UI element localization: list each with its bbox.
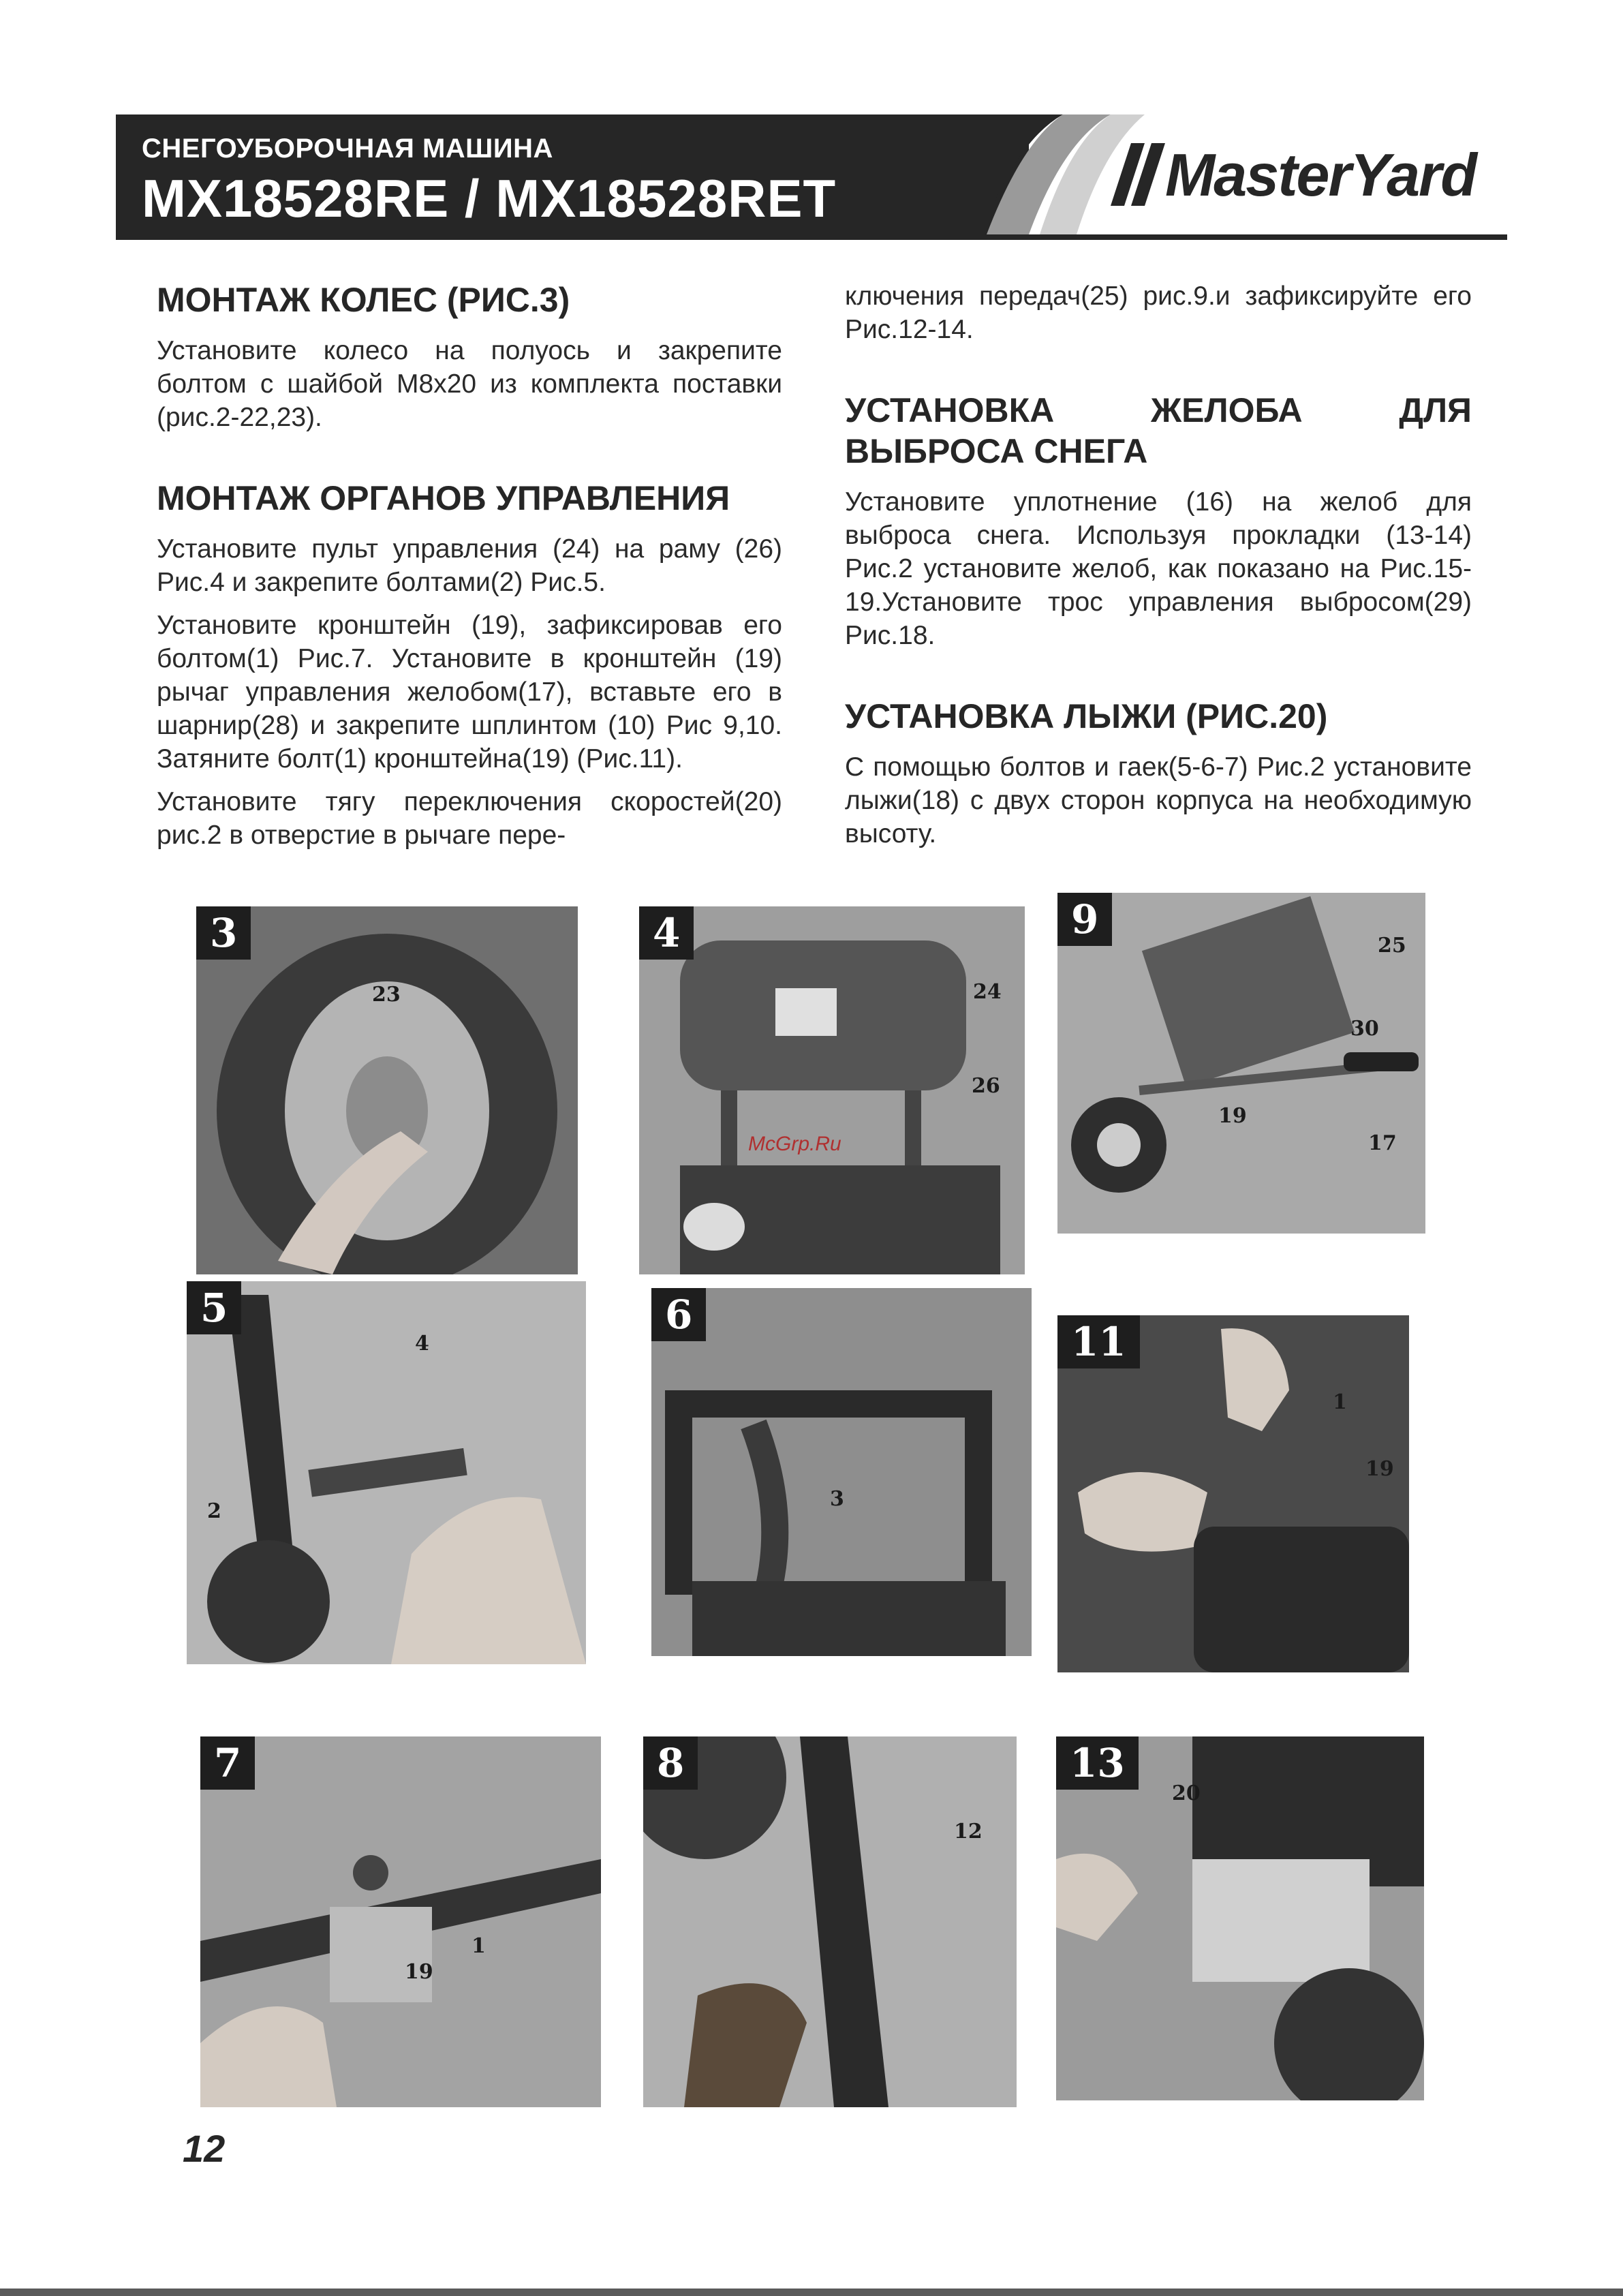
figure-number: 5: [187, 1281, 241, 1334]
watermark: McGrp.Ru: [748, 1133, 841, 1155]
header-bar: [116, 114, 1029, 234]
figure-11-photo: [1057, 1315, 1409, 1672]
wheel-illustration: [196, 906, 578, 1274]
callout-label: 1: [1333, 1390, 1347, 1414]
bracket-bolt-illustration: [1057, 1315, 1409, 1672]
brand-logo: [1111, 136, 1513, 211]
logo-text: MasterYard: [1165, 141, 1477, 209]
callout-label: 1: [472, 1934, 486, 1958]
figure-9-photo: [1057, 893, 1425, 1234]
handle-bolts-illustration: [187, 1281, 586, 1664]
text-chute: Установите уплотнение (16) на желоб для выброса снега. Используя прокладки (13-14) Рис.2 установите желоб, как показано на Рис.15-19.Установите трос управления выбросом(29) Рис.18.: [845, 487, 1472, 650]
text-continuation: ключения передач(25) рис.9.и зафиксируйте его Рис.12-14.: [845, 281, 1472, 344]
figure-8-photo: [643, 1736, 1017, 2107]
figure-number: 4: [639, 906, 694, 960]
figure-3-photo: [196, 906, 578, 1274]
callout-label: 17: [1368, 1131, 1397, 1155]
figure-number: 11: [1057, 1315, 1140, 1368]
figure-number: 3: [196, 906, 251, 960]
figure-number: 8: [643, 1736, 698, 1790]
callout-label: 12: [954, 1820, 983, 1843]
figure-7-photo: [200, 1736, 601, 2107]
callout-label: 19: [1365, 1457, 1394, 1481]
figure-6-photo: [651, 1288, 1032, 1656]
figure-number: 7: [200, 1736, 255, 1790]
callout-label: 3: [830, 1487, 844, 1511]
figure-5-photo: [187, 1281, 586, 1664]
figure-number: 13: [1056, 1736, 1139, 1790]
callout-label: 30: [1350, 1017, 1379, 1041]
page-number: 12: [183, 2127, 226, 2170]
callout-label: 23: [372, 983, 401, 1007]
figure-number: 9: [1057, 893, 1112, 946]
left-column: [157, 279, 782, 861]
callout-label: 19: [405, 1960, 433, 1984]
callout-label: 26: [972, 1074, 1000, 1098]
heading-wheels: МОНТАЖ КОЛЕС (РИС.3): [157, 281, 570, 319]
header-subtitle: СНЕГОУБОРОЧНАЯ МАШИНА: [142, 134, 553, 164]
text-controls-2: Установите кронштейн (19), зафиксировав его болтом(1) Рис.7. Установите в кронштейн (19) рычаг управления желобом(17), вставьте его в шарнир(28) и закрепите шплинтом (10) Рис 9,10. Затяните болт(1) кронштейна(19) (Рис.11).: [157, 611, 782, 774]
callout-label: 4: [415, 1332, 429, 1356]
heading-controls: МОНТАЖ ОРГАНОВ УПРАВЛЕНИЯ: [157, 479, 730, 517]
text-wheels: Установите колесо на полуось и закрепите болтом с шайбой М8х20 из комплекта поставки (рис.2-22,23).: [157, 336, 782, 432]
figure-4-photo: [639, 906, 1025, 1274]
heading-ski: УСТАНОВКА ЛЫЖИ (РИС.20): [845, 697, 1328, 735]
speed-rod-illustration: [1056, 1736, 1424, 2100]
callout-label: 20: [1172, 1781, 1201, 1805]
chute-lever-illustration: [1057, 893, 1425, 1234]
text-ski: С помощью болтов и гаек(5-6-7) Рис.2 установите лыжи(18) с двух сторон корпуса на необходимую высоту.: [845, 752, 1472, 848]
bottom-rule: [0, 2289, 1623, 2296]
header-rule: [116, 234, 1507, 240]
figure-number: 6: [651, 1288, 706, 1341]
text-controls-3: Установите тягу переключения скоростей(20) рис.2 в отверстие в рычаге пере-: [157, 787, 782, 850]
callout-label: 2: [207, 1499, 221, 1523]
control-panel-illustration: [639, 906, 1025, 1274]
callout-label: 25: [1378, 934, 1406, 958]
bracket-install-illustration: [200, 1736, 601, 2107]
frame-bolts-illustration: [651, 1288, 1032, 1656]
header-title: MX18528RE / MX18528RET: [142, 168, 837, 228]
figure-13-photo: [1056, 1736, 1424, 2100]
callout-label: 24: [973, 980, 1002, 1004]
lever-pin-illustration: [643, 1736, 1017, 2107]
right-column: [845, 279, 1472, 860]
heading-chute: УСТАНОВКА ЖЕЛОБА ДЛЯ ВЫБРОСА СНЕГА: [845, 391, 1472, 470]
callout-label: 19: [1218, 1104, 1247, 1128]
text-controls-1: Установите пульт управления (24) на раму (26) Рис.4 и закрепите болтами(2) Рис.5.: [157, 534, 782, 597]
logo-slash-icon: [1111, 143, 1165, 206]
